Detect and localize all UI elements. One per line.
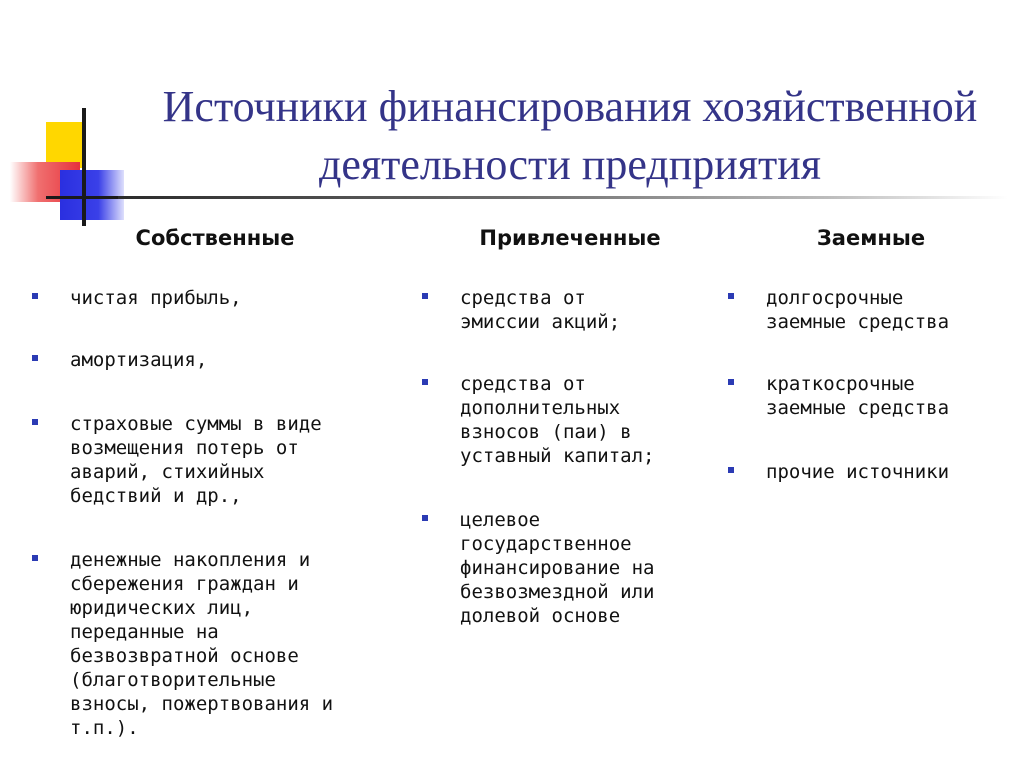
list-item-text: чистая прибыль, [70,287,242,309]
list-item [726,460,1016,484]
bullet-icon [728,293,734,299]
slide-title-line-1: Источники финансирования хозяйственной [162,82,978,131]
column-own-sources [30,226,400,739]
list-item-text: средства от эмиссии акций; [460,287,621,333]
column-heading: Привлеченные [479,226,661,250]
bullet-icon [728,379,734,385]
blue-square [60,170,124,220]
bullet-icon [32,555,38,561]
list-item-text: амортизация, [70,349,208,371]
list-item [420,286,720,334]
list-item [30,412,400,508]
column-borrowed-sources [726,226,1016,483]
bullet-icon [422,515,428,521]
title-divider [118,196,1008,199]
column-attracted-sources [420,226,720,627]
list-item [30,286,400,310]
bullet-icon [32,419,38,425]
slide-title-line-2: деятельности предприятия [318,140,822,189]
logo-vertical-line [82,108,86,226]
list-item-text: средства от дополнительных взносов (паи) в уставный капитал; [460,373,655,467]
list-item-text: страховые суммы в виде возмещения потерь от аварий, стихийных бедствий и др., [70,413,322,507]
bullet-icon [32,293,38,299]
list-item-text: целевое государственное финансирование на безвозмездной или долевой основе [460,509,655,627]
list-item [726,286,1016,334]
bullet-icon [32,355,38,361]
column-heading: Собственные [135,226,295,250]
list-item [30,548,400,740]
list-item-text: денежные накопления и сбережения граждан и юридических лиц, переданные на безвозвратной основе (благотворительные взносы, пожертвования и т.п.). [70,549,334,739]
list-item [726,372,1016,420]
slide-title [120,78,1020,194]
list-item-text: краткосрочные заемные средства [766,373,950,419]
bullet-icon [422,379,428,385]
list-item-text: долгосрочные заемные средства [766,287,950,333]
list-item-text: прочие источники [766,461,950,483]
list-item [420,372,720,468]
bullet-icon [422,293,428,299]
list-item [30,348,400,372]
list-item [420,508,720,628]
bullet-icon [728,467,734,473]
column-heading: Заемные [816,226,926,250]
